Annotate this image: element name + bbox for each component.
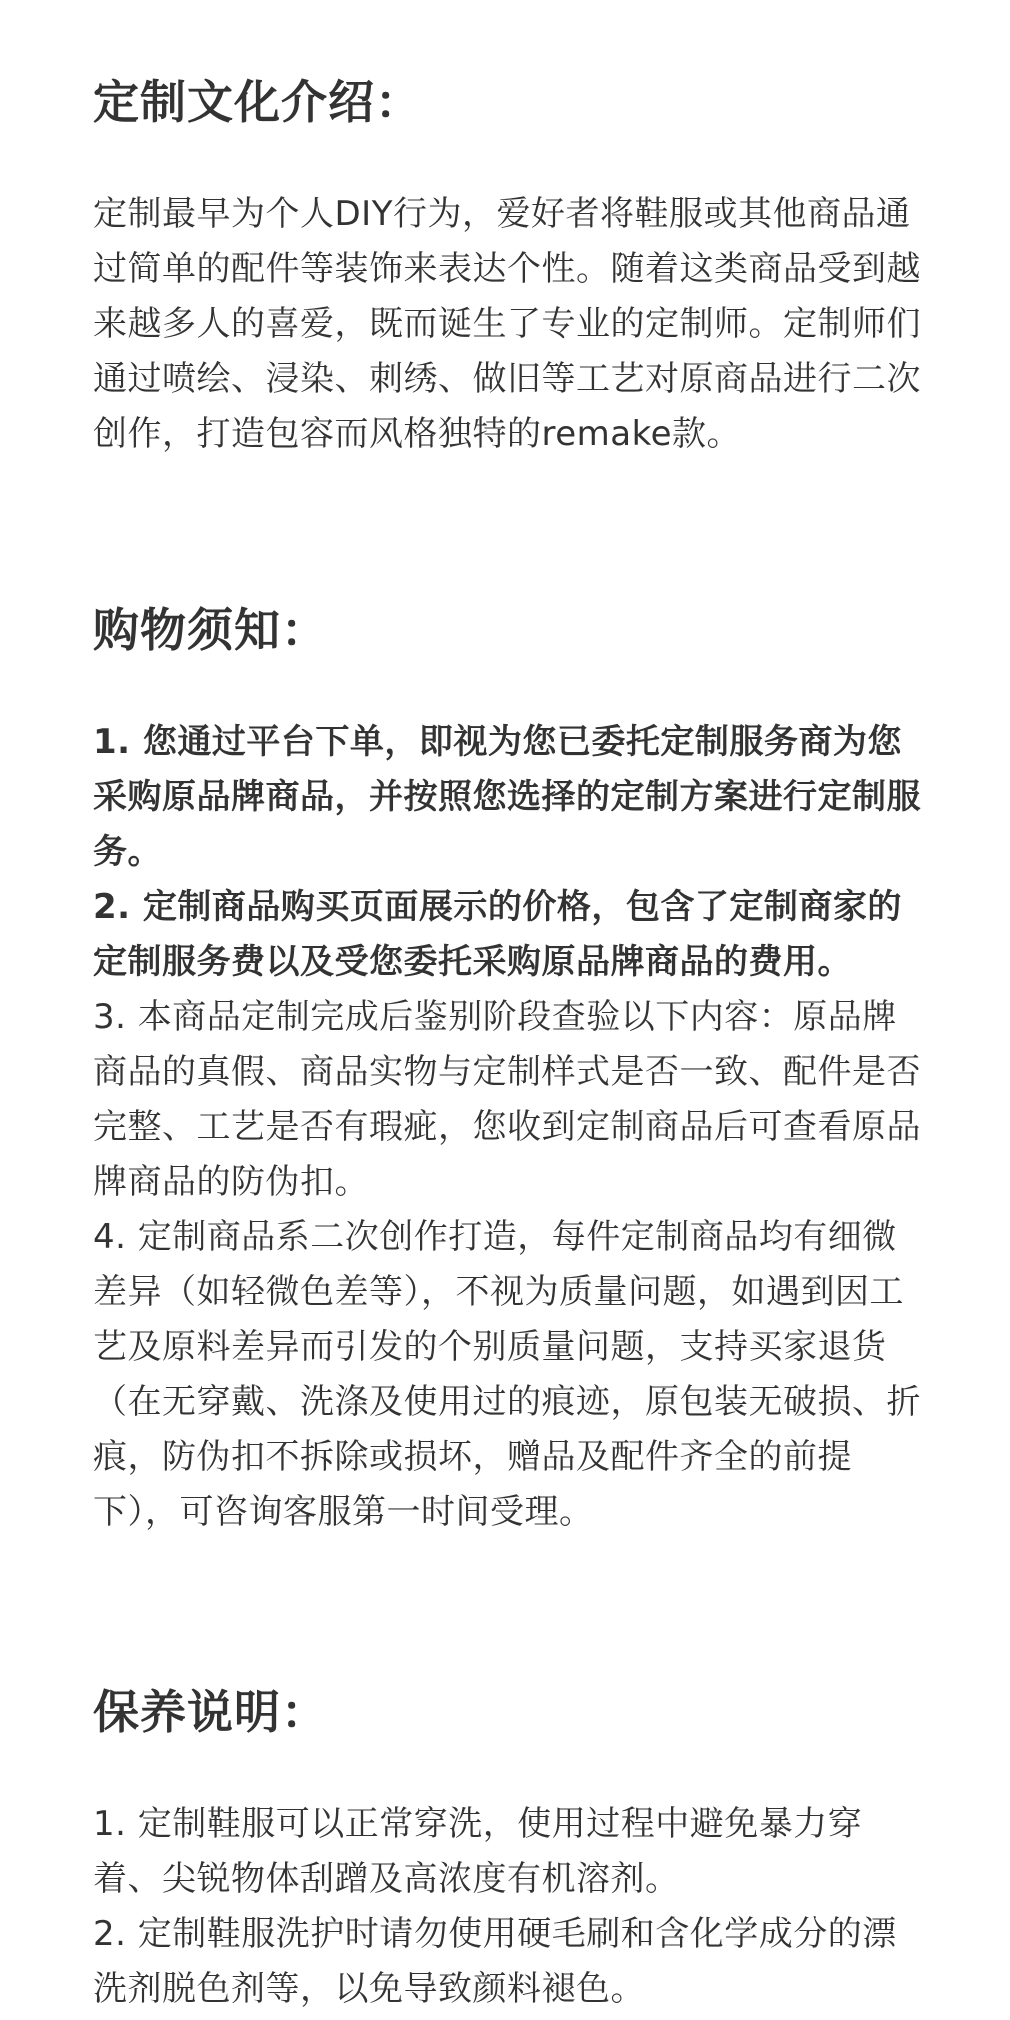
- care-item-2: 2. 定制鞋服洗护时请勿使用硬毛刷和含化学成分的漂洗剂脱色剂等，以免导致颜料褪色。: [93, 1914, 897, 2009]
- shopping-notice-title: 购物须知：: [93, 603, 328, 657]
- intro-title: 定制文化介绍：: [93, 75, 422, 129]
- care-list: [93, 1797, 923, 2017]
- care-title: 保养说明：: [93, 1685, 328, 1739]
- shopping-notice-item-1: 1. 您通过平台下单，即视为您已委托定制服务商为您采购原品牌商品，并按照您选择的定制方案进行定制服务。: [93, 722, 921, 872]
- shopping-notice-list: [93, 715, 923, 1540]
- care-section: [93, 1680, 923, 2017]
- intro-section: [93, 70, 923, 462]
- care-item-1: 1. 定制鞋服可以正常穿洗，使用过程中避免暴力穿着、尖锐物体刮蹭及高浓度有机溶剂。: [93, 1804, 863, 1899]
- shopping-notice-item-3: 3. 本商品定制完成后鉴别阶段查验以下内容：原品牌商品的真假、商品实物与定制样式是否一致、配件是否完整、工艺是否有瑕疵，您收到定制商品后可查看原品牌商品的防伪扣。: [93, 997, 921, 1202]
- shopping-notice-section: [93, 598, 923, 1540]
- shopping-notice-item-2: 2. 定制商品购买页面展示的价格，包含了定制商家的定制服务费以及受您委托采购原品牌商品的费用。: [93, 887, 902, 982]
- shopping-notice-item-4: 4. 定制商品系二次创作打造，每件定制商品均有细微差异（如轻微色差等），不视为质量问题，如遇到因工艺及原料差异而引发的个别质量问题，支持买家退货（在无穿戴、洗涤及使用过的痕迹，原包装无破损、折痕，防伪扣不拆除或损坏，赠品及配件齐全的前提下），可咨询客服第一时间受理。: [93, 1217, 921, 1532]
- intro-body: 定制最早为个人DIY行为，爱好者将鞋服或其他商品通过简单的配件等装饰来表达个性。随着这类商品受到越来越多人的喜爱，既而诞生了专业的定制师。定制师们通过喷绘、浸染、刺绣、做旧等工艺对原商品进行二次创作，打造包容而风格独特的remake款。: [93, 194, 921, 454]
